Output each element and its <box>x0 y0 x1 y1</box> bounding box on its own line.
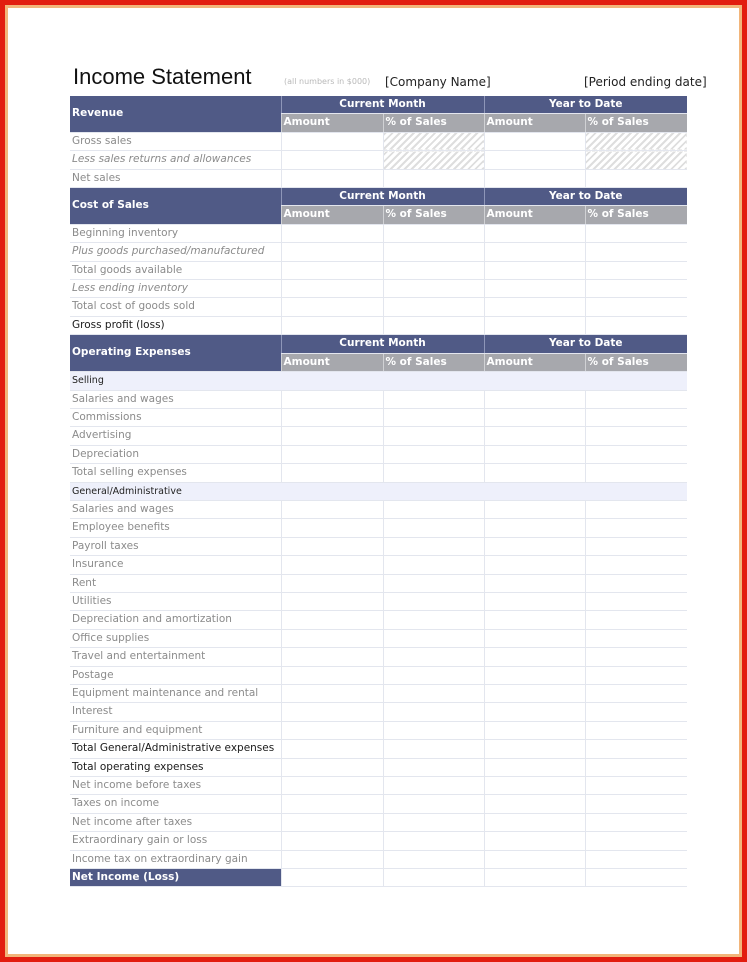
cell[interactable] <box>383 316 484 334</box>
row-label: Total cost of goods sold <box>70 298 281 316</box>
cell[interactable] <box>383 813 484 831</box>
subsection-general-row <box>70 482 687 500</box>
period-ending-field[interactable]: [Period ending date] <box>584 75 707 89</box>
cost-of-sales-header-row <box>70 188 687 206</box>
row-label: Depreciation and amortization <box>70 611 281 629</box>
cell[interactable] <box>281 666 383 684</box>
cell[interactable] <box>484 832 585 850</box>
cell[interactable] <box>585 703 687 721</box>
cell[interactable] <box>585 850 687 868</box>
row-label: Gross sales <box>70 132 281 150</box>
cell[interactable] <box>383 390 484 408</box>
cell[interactable] <box>383 795 484 813</box>
pct-sales-header: % of Sales <box>383 353 484 371</box>
table-row <box>70 685 687 703</box>
table-row <box>70 298 687 316</box>
cell[interactable] <box>281 703 383 721</box>
cell[interactable] <box>281 298 383 316</box>
cell <box>585 132 687 150</box>
cell[interactable] <box>484 758 585 776</box>
table-row <box>70 151 687 169</box>
cell[interactable] <box>484 721 585 739</box>
pct-sales-header: % of Sales <box>585 114 687 132</box>
cell <box>383 132 484 150</box>
cell[interactable] <box>281 813 383 831</box>
cell[interactable] <box>281 464 383 482</box>
cell[interactable] <box>383 169 484 187</box>
cell[interactable] <box>585 740 687 758</box>
cell[interactable] <box>585 758 687 776</box>
cell[interactable] <box>585 243 687 261</box>
cell[interactable] <box>484 666 585 684</box>
cell[interactable] <box>484 795 585 813</box>
table-row <box>70 758 687 776</box>
cell[interactable] <box>281 243 383 261</box>
cell[interactable] <box>585 574 687 592</box>
cell[interactable] <box>281 629 383 647</box>
row-label: Less ending inventory <box>70 280 281 298</box>
cell[interactable] <box>585 390 687 408</box>
cell[interactable] <box>585 685 687 703</box>
table-row <box>70 464 687 482</box>
cell[interactable] <box>281 850 383 868</box>
cell[interactable] <box>484 445 585 463</box>
cell[interactable] <box>484 169 585 187</box>
row-label: Insurance <box>70 556 281 574</box>
cell[interactable] <box>585 666 687 684</box>
cell[interactable] <box>585 869 687 887</box>
cell[interactable] <box>484 592 585 610</box>
row-label: Less sales returns and allowances <box>70 151 281 169</box>
cell[interactable] <box>484 629 585 647</box>
cell[interactable] <box>281 500 383 518</box>
cell[interactable] <box>383 280 484 298</box>
cell[interactable] <box>585 629 687 647</box>
table-row <box>70 500 687 518</box>
pct-sales-header: % of Sales <box>585 353 687 371</box>
cell[interactable] <box>585 224 687 242</box>
table-row <box>70 427 687 445</box>
cell[interactable] <box>281 151 383 169</box>
table-row <box>70 556 687 574</box>
cell[interactable] <box>383 685 484 703</box>
row-label: Depreciation <box>70 445 281 463</box>
amount-header: Amount <box>281 114 383 132</box>
cell[interactable] <box>281 132 383 150</box>
cell[interactable] <box>383 445 484 463</box>
cell[interactable] <box>484 850 585 868</box>
section-title-operating-expenses: Operating Expenses <box>70 335 281 372</box>
cell[interactable] <box>281 408 383 426</box>
table-row <box>70 592 687 610</box>
year-to-date-header: Year to Date <box>484 188 687 206</box>
row-label: Commissions <box>70 408 281 426</box>
row-label: Total goods available <box>70 261 281 279</box>
table-row <box>70 169 687 187</box>
row-label: Interest <box>70 703 281 721</box>
cell[interactable] <box>484 298 585 316</box>
cell[interactable] <box>585 427 687 445</box>
cell <box>383 151 484 169</box>
cell[interactable] <box>281 224 383 242</box>
table-row <box>70 648 687 666</box>
cell[interactable] <box>281 556 383 574</box>
amount-header: Amount <box>281 206 383 224</box>
cell[interactable] <box>281 592 383 610</box>
pct-sales-header: % of Sales <box>585 206 687 224</box>
cell[interactable] <box>281 316 383 334</box>
cell[interactable] <box>383 869 484 887</box>
cell[interactable] <box>383 740 484 758</box>
cell[interactable] <box>585 261 687 279</box>
row-label: Net sales <box>70 169 281 187</box>
cell[interactable] <box>383 427 484 445</box>
table-row <box>70 629 687 647</box>
cell[interactable] <box>585 298 687 316</box>
table-row <box>70 795 687 813</box>
row-label: Net income before taxes <box>70 777 281 795</box>
amount-header: Amount <box>281 353 383 371</box>
cell[interactable] <box>585 813 687 831</box>
year-to-date-header: Year to Date <box>484 335 687 353</box>
table-row <box>70 740 687 758</box>
cell[interactable] <box>484 740 585 758</box>
cell[interactable] <box>484 132 585 150</box>
row-label: Plus goods purchased/manufactured <box>70 243 281 261</box>
pct-sales-header: % of Sales <box>383 206 484 224</box>
cell[interactable] <box>484 261 585 279</box>
cell[interactable] <box>281 777 383 795</box>
cell[interactable] <box>585 464 687 482</box>
pct-sales-header: % of Sales <box>383 114 484 132</box>
cell[interactable] <box>383 464 484 482</box>
row-label: Net income after taxes <box>70 813 281 831</box>
cell[interactable] <box>484 243 585 261</box>
row-label: Extraordinary gain or loss <box>70 832 281 850</box>
table-row <box>70 574 687 592</box>
cell[interactable] <box>585 408 687 426</box>
cell[interactable] <box>484 611 585 629</box>
cell[interactable] <box>383 592 484 610</box>
cell[interactable] <box>484 224 585 242</box>
row-label: Employee benefits <box>70 519 281 537</box>
cell[interactable] <box>383 500 484 518</box>
net-income-row <box>70 869 687 887</box>
cell[interactable] <box>484 427 585 445</box>
cell[interactable] <box>383 537 484 555</box>
cell[interactable] <box>281 740 383 758</box>
cell[interactable] <box>281 261 383 279</box>
cell[interactable] <box>585 721 687 739</box>
net-income-label: Net Income (Loss) <box>70 869 281 887</box>
table-row <box>70 666 687 684</box>
cell[interactable] <box>484 390 585 408</box>
cell[interactable] <box>383 758 484 776</box>
row-label: Total selling expenses <box>70 464 281 482</box>
table-row <box>70 224 687 242</box>
cell[interactable] <box>585 648 687 666</box>
section-title-revenue: Revenue <box>70 96 281 132</box>
cell[interactable] <box>281 537 383 555</box>
cell[interactable] <box>484 556 585 574</box>
table-row <box>70 316 687 334</box>
row-label: Beginning inventory <box>70 224 281 242</box>
cell[interactable] <box>383 629 484 647</box>
amount-header: Amount <box>484 114 585 132</box>
cell[interactable] <box>585 316 687 334</box>
cell[interactable] <box>383 408 484 426</box>
cell[interactable] <box>484 316 585 334</box>
cell[interactable] <box>281 519 383 537</box>
table-row <box>70 721 687 739</box>
cell[interactable] <box>484 648 585 666</box>
row-label: Taxes on income <box>70 795 281 813</box>
row-label: Total operating expenses <box>70 758 281 776</box>
row-label: Salaries and wages <box>70 390 281 408</box>
cell[interactable] <box>585 611 687 629</box>
cell[interactable] <box>383 298 484 316</box>
cell[interactable] <box>585 592 687 610</box>
row-label: Travel and entertainment <box>70 648 281 666</box>
table-row <box>70 445 687 463</box>
cell[interactable] <box>383 556 484 574</box>
units-note: (all numbers in $000) <box>284 77 371 86</box>
table-row <box>70 777 687 795</box>
revenue-header-row <box>70 96 687 114</box>
cell[interactable] <box>281 721 383 739</box>
cell[interactable] <box>383 243 484 261</box>
cell[interactable] <box>281 869 383 887</box>
amount-header: Amount <box>484 206 585 224</box>
table-row <box>70 537 687 555</box>
table-row <box>70 261 687 279</box>
row-label: Total General/Administrative expenses <box>70 740 281 758</box>
cell[interactable] <box>383 666 484 684</box>
row-label: Payroll taxes <box>70 537 281 555</box>
row-label: Furniture and equipment <box>70 721 281 739</box>
cell[interactable] <box>585 280 687 298</box>
cell[interactable] <box>281 611 383 629</box>
cell[interactable] <box>383 648 484 666</box>
operating-expenses-header-row <box>70 335 687 353</box>
cell[interactable] <box>383 261 484 279</box>
cell[interactable] <box>585 795 687 813</box>
row-label: Rent <box>70 574 281 592</box>
cell[interactable] <box>484 703 585 721</box>
table-row <box>70 408 687 426</box>
table-row <box>70 280 687 298</box>
cell[interactable] <box>281 390 383 408</box>
cell[interactable] <box>383 832 484 850</box>
cell[interactable] <box>484 777 585 795</box>
row-label: Postage <box>70 666 281 684</box>
current-month-header: Current Month <box>281 188 484 206</box>
cell[interactable] <box>383 721 484 739</box>
cell[interactable] <box>281 685 383 703</box>
row-label: Salaries and wages <box>70 500 281 518</box>
cell[interactable] <box>281 574 383 592</box>
cell[interactable] <box>281 648 383 666</box>
row-label: Income tax on extraordinary gain <box>70 850 281 868</box>
table-row <box>70 832 687 850</box>
cell[interactable] <box>484 464 585 482</box>
current-month-header: Current Month <box>281 96 484 114</box>
row-label: Gross profit (loss) <box>70 316 281 334</box>
cell[interactable] <box>281 832 383 850</box>
cell[interactable] <box>484 537 585 555</box>
company-name-field[interactable]: [Company Name] <box>385 75 491 89</box>
table-row <box>70 611 687 629</box>
row-label: Utilities <box>70 592 281 610</box>
cell[interactable] <box>484 574 585 592</box>
cell[interactable] <box>281 795 383 813</box>
page-title: Income Statement <box>73 64 252 89</box>
cell[interactable] <box>281 445 383 463</box>
cell[interactable] <box>281 280 383 298</box>
cell[interactable] <box>383 519 484 537</box>
table-row <box>70 519 687 537</box>
row-label: Advertising <box>70 427 281 445</box>
current-month-header: Current Month <box>281 335 484 353</box>
cell[interactable] <box>585 556 687 574</box>
cell[interactable] <box>383 224 484 242</box>
subsection-title-general: General/Administrative <box>70 482 687 500</box>
cell[interactable] <box>585 169 687 187</box>
cell[interactable] <box>383 777 484 795</box>
cell[interactable] <box>585 832 687 850</box>
cell[interactable] <box>484 685 585 703</box>
subsection-selling-row <box>70 372 687 390</box>
cell[interactable] <box>383 611 484 629</box>
section-title-cost-of-sales: Cost of Sales <box>70 188 281 225</box>
cell[interactable] <box>484 408 585 426</box>
row-label: Equipment maintenance and rental <box>70 685 281 703</box>
income-statement-table <box>70 96 687 887</box>
cell[interactable] <box>383 703 484 721</box>
cell[interactable] <box>585 777 687 795</box>
table-row <box>70 390 687 408</box>
row-label: Office supplies <box>70 629 281 647</box>
cell[interactable] <box>281 427 383 445</box>
cell[interactable] <box>484 519 585 537</box>
table-row <box>70 813 687 831</box>
table-row <box>70 703 687 721</box>
cell[interactable] <box>484 869 585 887</box>
cell[interactable] <box>484 813 585 831</box>
cell[interactable] <box>484 151 585 169</box>
cell[interactable] <box>585 445 687 463</box>
cell[interactable] <box>585 519 687 537</box>
table-row <box>70 243 687 261</box>
cell[interactable] <box>281 169 383 187</box>
table-row <box>70 132 687 150</box>
cell[interactable] <box>484 280 585 298</box>
cell[interactable] <box>281 758 383 776</box>
cell[interactable] <box>383 574 484 592</box>
cell[interactable] <box>585 537 687 555</box>
amount-header: Amount <box>484 353 585 371</box>
table-row <box>70 850 687 868</box>
year-to-date-header: Year to Date <box>484 96 687 114</box>
cell <box>585 151 687 169</box>
subsection-title-selling: Selling <box>70 372 687 390</box>
cell[interactable] <box>484 500 585 518</box>
cell[interactable] <box>383 850 484 868</box>
cell[interactable] <box>585 500 687 518</box>
